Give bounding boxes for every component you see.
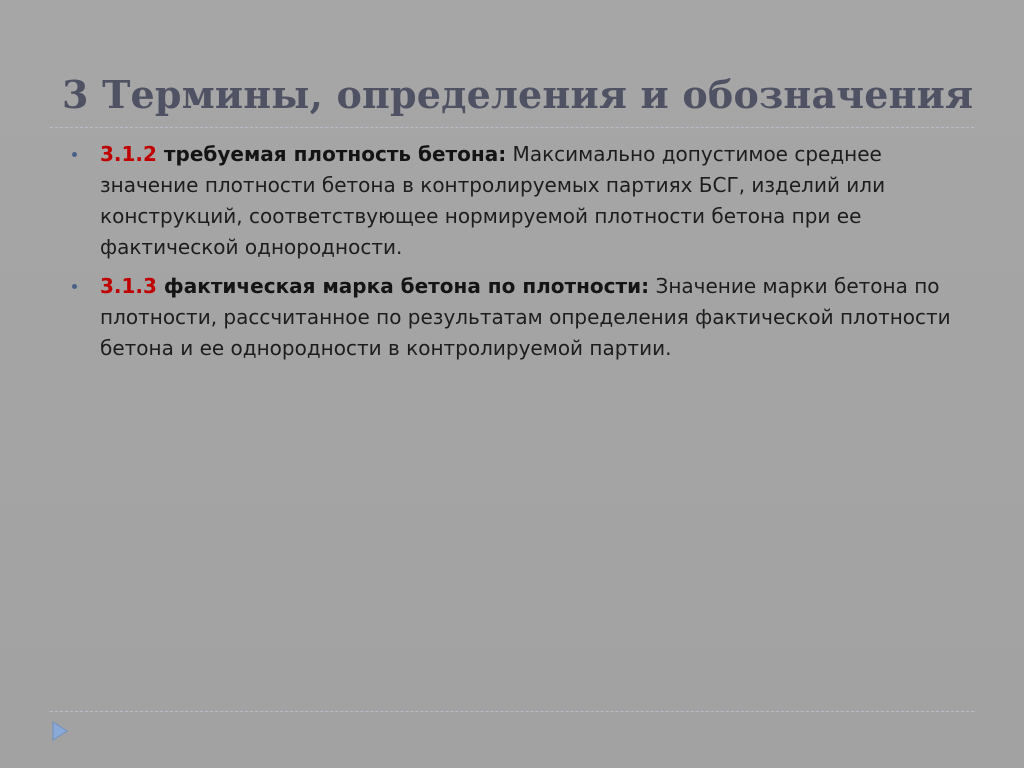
term-definition: Максимально допустимое среднее значение плотности бетона в контролируемых партиях БСГ, изделий или конструкций, соответствующее нормируемой плотности бетона при ее фактической однородности. — [100, 142, 886, 259]
title-divider — [50, 127, 974, 128]
play-arrow-icon[interactable] — [52, 721, 68, 741]
list-item — [72, 271, 972, 364]
term-number: 3.1.3 — [100, 274, 157, 298]
footer-divider — [50, 711, 974, 712]
term-name: требуемая плотность бетона: — [156, 142, 507, 166]
bullet-dot-icon — [72, 284, 77, 289]
term-definition: Значение марки бетона по плотности, рассчитанное по результатам определения фактической плотности бетона и ее однородности в контролируемой партии. — [100, 274, 951, 360]
list-item — [72, 139, 972, 263]
term-number: 3.1.2 — [100, 142, 157, 166]
slide-title: 3 Термины, определения и обозначения — [62, 72, 974, 117]
bullet-dot-icon — [72, 152, 77, 157]
bullet-list — [72, 139, 972, 372]
term-name: фактическая марка бетона по плотности: — [156, 274, 650, 298]
